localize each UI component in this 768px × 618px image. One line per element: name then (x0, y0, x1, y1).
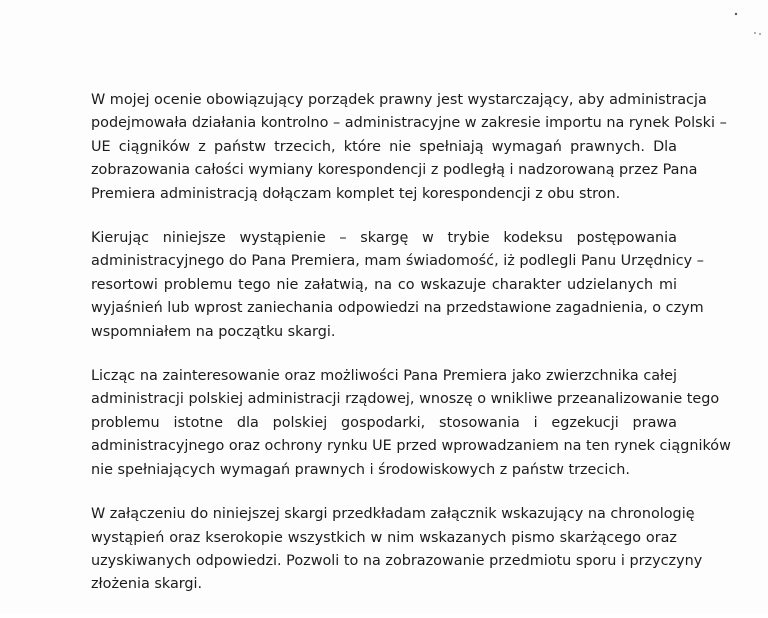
paragraph-2 (91, 227, 704, 344)
paragraph-line: uzyskiwanych odpowiedzi. Pozwoli to na zobrazowanie przedmiotu sporu i przyczyny (91, 552, 703, 569)
paragraph-line: administracji polskiej administracji rządowej, wnoszę o wnikliwe przeanalizowanie tego (91, 391, 720, 408)
paragraph-line: Licząc na zainteresowanie oraz możliwości Pana Premiera jako zwierzchnika całej (91, 368, 677, 385)
scan-speck-marks (708, 0, 768, 50)
paragraph-line: administracyjnego oraz ochrony rynku UE przed wprowadzaniem na ten rynek ciągników (91, 438, 731, 455)
paragraph-line: administracyjnego do Pana Premiera, mam świadomość, iż podlegli Panu Urzędnicy – (91, 253, 704, 270)
document-body (91, 89, 731, 618)
paragraph-line: podejmowała działania kontrolno – administracyjne w zakresie importu na rynek Polski – (91, 115, 727, 132)
paragraph-3 (91, 365, 731, 482)
paragraph-line: problemu istotne dla polskiej gospodarki, stosowania i egzekucji prawa (91, 414, 677, 431)
paragraph-line: wspomniałem na początku skargi. (91, 323, 336, 340)
paragraph-line: złożenia skargi. (91, 576, 203, 593)
paragraph-line: wystąpień oraz kserokopie wszystkich w nim wskazanych pismo skarżącego oraz (91, 529, 677, 546)
paragraph-line: nie spełniających wymagań prawnych i środowiskowych z państw trzecich. (91, 461, 630, 478)
paragraph-line: Kierując niniejsze wystąpienie – skargę w trybie kodeksu postępowania (91, 230, 677, 247)
paragraph-line: UE ciągników z państw trzecich, które nie spełniają wymagań prawnych. Dla (91, 138, 677, 155)
paragraph-line: W załączeniu do niniejszej skargi przedkładam załącznik wskazujący na chronologię (91, 506, 695, 523)
paragraph-4 (91, 503, 703, 597)
paragraph-1 (91, 89, 727, 206)
paragraph-line: Premiera administracją dołączam komplet tej korespondencji z obu stron. (91, 185, 621, 202)
paragraph-line: W mojej ocenie obowiązujący porządek prawny jest wystarczający, aby administracja (91, 92, 707, 108)
paragraph-line: resortowi problemu tego nie załatwią, na co wskazuje charakter udzielanych mi (91, 276, 677, 293)
paragraph-line: wyjaśnień lub wprost zaniechania odpowiedzi na przedstawione zagadnienia, o czym (91, 300, 704, 317)
paragraph-line: zobrazowania całości wymiany korespondencji z podległą i nadzorowaną przez Pana (91, 162, 698, 179)
